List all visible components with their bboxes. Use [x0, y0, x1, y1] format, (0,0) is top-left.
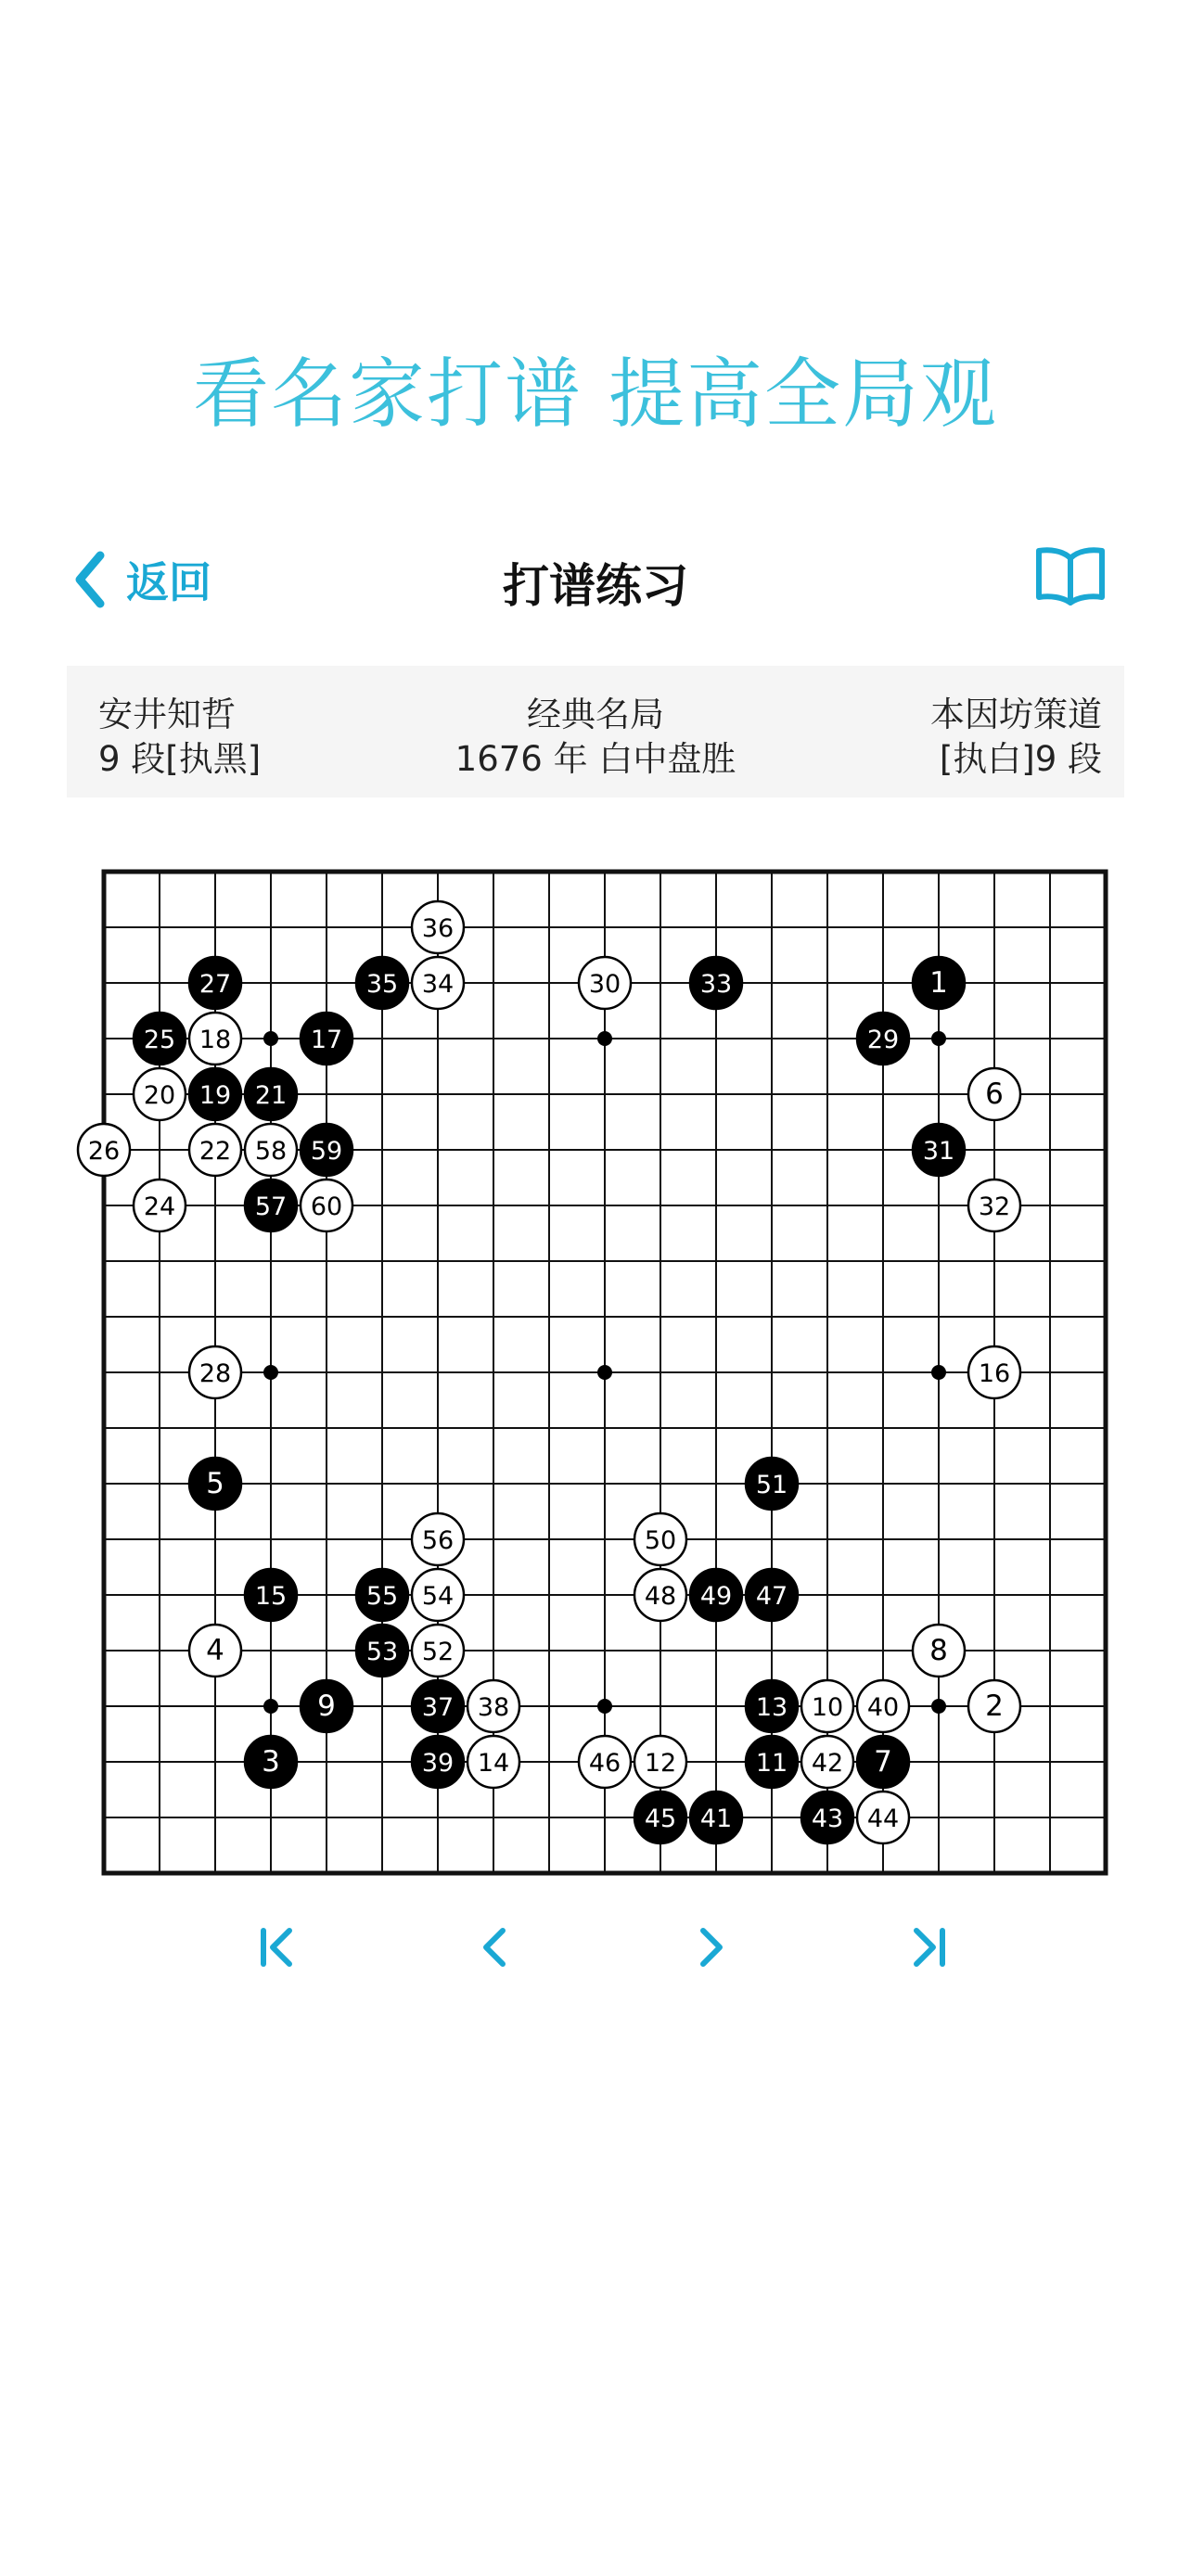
- black-stone: [801, 1792, 853, 1843]
- move-number: 37: [421, 1693, 455, 1722]
- star-point: [597, 1699, 612, 1714]
- move-number: 13: [755, 1693, 788, 1722]
- black-stone: [356, 1625, 408, 1677]
- move-number: 29: [866, 1026, 900, 1054]
- white-stone: [245, 1124, 297, 1176]
- white-stone: [134, 1068, 186, 1120]
- move-number: 2: [985, 1690, 1004, 1723]
- move-number: 27: [198, 970, 232, 999]
- white-stone: [189, 1124, 241, 1176]
- move-number: 57: [254, 1192, 288, 1221]
- black-stone: [857, 1013, 909, 1065]
- back-label: 返回: [126, 557, 211, 607]
- white-stone: [412, 901, 464, 953]
- move-number: 22: [198, 1137, 232, 1166]
- move-number: 11: [755, 1749, 788, 1778]
- black-stone: [746, 1736, 798, 1788]
- move-number: 43: [811, 1804, 844, 1833]
- move-number: 26: [87, 1137, 121, 1166]
- move-number: 5: [206, 1467, 224, 1500]
- black-stone: [134, 1013, 186, 1065]
- move-number: 36: [421, 914, 455, 943]
- white-stone: [78, 1124, 130, 1176]
- black-stone: [634, 1792, 686, 1843]
- move-number: 28: [198, 1359, 232, 1388]
- move-number: 48: [644, 1582, 677, 1611]
- white-stone: [467, 1680, 519, 1732]
- move-number: 42: [811, 1749, 844, 1778]
- move-number: 40: [866, 1693, 900, 1722]
- first-move-button[interactable]: [243, 1910, 317, 1984]
- black-stone: [245, 1180, 297, 1231]
- move-number: 33: [699, 970, 733, 999]
- move-number: 60: [310, 1192, 343, 1221]
- star-point: [931, 1699, 946, 1714]
- white-stone: [579, 957, 631, 1009]
- black-player-rank: 9 段[执黑]: [98, 739, 262, 779]
- star-point: [931, 1031, 946, 1046]
- move-number: 12: [644, 1749, 677, 1778]
- move-number: 6: [985, 1078, 1004, 1111]
- black-stone: [189, 1458, 241, 1510]
- move-number: 3: [262, 1745, 280, 1779]
- white-stone: [634, 1736, 686, 1788]
- black-stone: [690, 1792, 742, 1843]
- black-stone: [412, 1680, 464, 1732]
- black-player-name: 安井知哲: [98, 695, 236, 734]
- move-number: 18: [198, 1026, 232, 1054]
- white-stone: [634, 1513, 686, 1565]
- move-number: 8: [929, 1634, 948, 1667]
- move-number: 35: [365, 970, 399, 999]
- move-number: 32: [978, 1192, 1011, 1221]
- black-stone: [356, 1569, 408, 1621]
- next-move-button[interactable]: [673, 1910, 748, 1984]
- move-number: 50: [644, 1526, 677, 1555]
- black-stone: [301, 1680, 352, 1732]
- move-number: 49: [699, 1582, 733, 1611]
- move-number: 21: [254, 1081, 288, 1110]
- move-number: 9: [317, 1690, 336, 1723]
- move-number: 10: [811, 1693, 844, 1722]
- move-number: 53: [365, 1638, 399, 1666]
- move-number: 15: [254, 1582, 288, 1611]
- move-number: 39: [421, 1749, 455, 1778]
- white-stone: [189, 1013, 241, 1065]
- black-stone: [301, 1013, 352, 1065]
- move-number: 34: [421, 970, 455, 999]
- star-point: [597, 1365, 612, 1380]
- white-player-rank: [执白]9 段: [939, 739, 1102, 779]
- black-stone: [301, 1124, 352, 1176]
- black-stone: [245, 1736, 297, 1788]
- black-stone: [913, 1124, 965, 1176]
- move-number: 51: [755, 1471, 788, 1499]
- white-stone: [801, 1680, 853, 1732]
- prev-move-button[interactable]: [458, 1910, 532, 1984]
- white-stone: [857, 1792, 909, 1843]
- game-result: 1676 年 白中盘胜: [455, 739, 736, 779]
- white-stone: [189, 1625, 241, 1677]
- star-point: [263, 1031, 278, 1046]
- move-number: 31: [922, 1137, 955, 1166]
- white-player-name: 本因坊策道: [930, 695, 1102, 734]
- move-number: 58: [254, 1137, 288, 1166]
- black-stone: [913, 957, 965, 1009]
- move-number: 52: [421, 1638, 455, 1666]
- white-stone: [412, 1569, 464, 1621]
- skip-start-icon: [243, 1970, 317, 1988]
- white-stone: [134, 1180, 186, 1231]
- black-stone: [245, 1068, 297, 1120]
- chevron-left-icon: [458, 1970, 532, 1988]
- star-point: [263, 1365, 278, 1380]
- white-stone: [801, 1736, 853, 1788]
- white-stone: [634, 1569, 686, 1621]
- white-stone: [968, 1680, 1020, 1732]
- black-stone: [746, 1680, 798, 1732]
- black-stone: [412, 1736, 464, 1788]
- move-number: 59: [310, 1137, 343, 1166]
- white-stone: [467, 1736, 519, 1788]
- black-stone: [189, 957, 241, 1009]
- star-point: [263, 1699, 278, 1714]
- white-stone: [968, 1346, 1020, 1398]
- white-stone: [412, 1513, 464, 1565]
- white-stone: [579, 1736, 631, 1788]
- move-number: 45: [644, 1804, 677, 1833]
- last-move-button[interactable]: [889, 1910, 963, 1984]
- star-point: [597, 1031, 612, 1046]
- black-stone: [690, 957, 742, 1009]
- black-stone: [690, 1569, 742, 1621]
- black-stone: [356, 957, 408, 1009]
- move-number: 1: [929, 966, 948, 1000]
- black-stone: [857, 1736, 909, 1788]
- black-stone: [746, 1569, 798, 1621]
- move-number: 17: [310, 1026, 343, 1054]
- move-number: 46: [588, 1749, 621, 1778]
- white-stone: [412, 957, 464, 1009]
- move-number: 20: [143, 1081, 176, 1110]
- move-number: 4: [206, 1634, 224, 1667]
- move-number: 44: [866, 1804, 900, 1833]
- move-number: 38: [477, 1693, 510, 1722]
- move-number: 55: [365, 1582, 399, 1611]
- black-stone: [189, 1068, 241, 1120]
- white-stone: [913, 1625, 965, 1677]
- white-stone: [189, 1346, 241, 1398]
- white-stone: [968, 1180, 1020, 1231]
- black-stone: [245, 1569, 297, 1621]
- white-stone: [857, 1680, 909, 1732]
- game-event: 经典名局: [527, 695, 664, 734]
- star-point: [931, 1365, 946, 1380]
- white-stone: [301, 1180, 352, 1231]
- move-number: 47: [755, 1582, 788, 1611]
- move-number: 54: [421, 1582, 455, 1611]
- page-title: 打谱练习: [503, 559, 688, 613]
- move-number: 25: [143, 1026, 176, 1054]
- move-number: 14: [477, 1749, 510, 1778]
- move-number: 41: [699, 1804, 733, 1833]
- white-stone: [968, 1068, 1020, 1120]
- move-number: 16: [978, 1359, 1011, 1388]
- move-number: 24: [143, 1192, 176, 1221]
- move-number: 30: [588, 970, 621, 999]
- skip-end-icon: [889, 1970, 963, 1988]
- move-number: 7: [874, 1745, 892, 1779]
- black-stone: [746, 1458, 798, 1510]
- white-stone: [412, 1625, 464, 1677]
- chevron-right-icon: [673, 1970, 748, 1988]
- move-number: 56: [421, 1526, 455, 1555]
- promo-title: 看名家打谱 提高全局观: [192, 351, 999, 439]
- move-number: 19: [198, 1081, 232, 1110]
